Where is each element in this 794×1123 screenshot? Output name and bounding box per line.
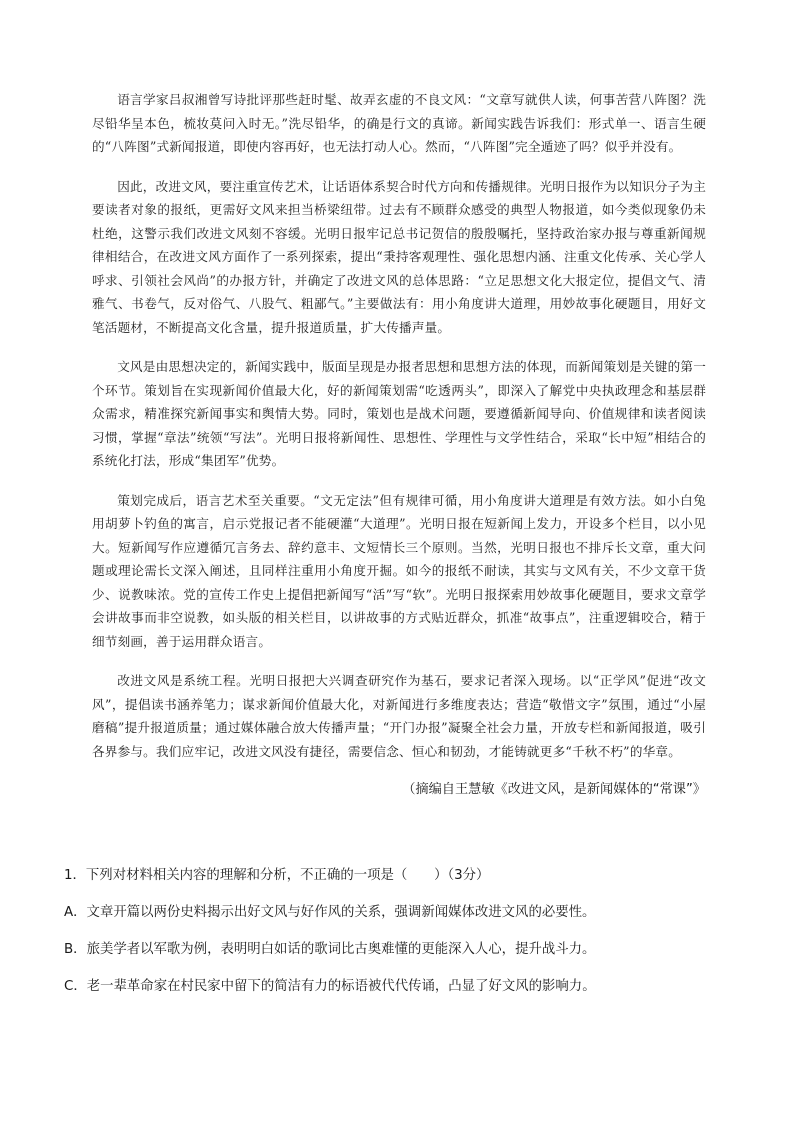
article-paragraph-3: 文风是由思想决定的，新闻实践中，版面呈现是办报者思想和思想方法的体现，而新闻策划是关键的第一个环节。策划旨在实现新闻价值最大化，好的新闻策划需“吃透两头”，即深入了解党中央执政理念和基层群众需求，精准探究新闻事实和舆情大势。同时，策划也是战术问题，要遵循新闻导向、价值规律和读者阅读习惯，掌握“章法”统领“写法”。光明日报将新闻性、思想性、学理性与文学性结合，采取“长中短”相结合的系统化打法，形成“集团军”优势。 [92, 359, 706, 468]
article-body [92, 88, 706, 815]
option-a: A．文章开篇以两份史料揭示出好文风与好作风的关系，强调新闻媒体改进文风的必要性。 [64, 905, 596, 920]
article-paragraph-4: 策划完成后，语言艺术至关重要。“文无定法”但有规律可循，用小角度讲大道理是有效方法。如小白兔用胡萝卜钓鱼的寓言，启示党报记者不能硬灌“大道理”。光明日报在短新闻上发力，开设多个栏目，以小见大。短新闻写作应遵循冗言务去、辞约意丰、文短情长三个原则。当然，光明日报也不排斥长文章，重大问题或理论需长文深入阐述，且同样注重用小角度开掘。如今的报纸不耐读，其实与文风有关，不少文章干货少、说教味浓。党的宣传工作史上提倡把新闻写“活”写“软”。光明日报探索用妙故事化硬题目，要求文章学会讲故事而非空说教，如头版的相关栏目，以讲故事的方式贴近群众，抓准“故事点”，注重逻辑咬合，精于细节刻画，善于运用群众语言。 [92, 492, 706, 649]
article-paragraph-5: 改进文风是系统工程。光明日报把大兴调查研究作为基石，要求记者深入现场。以“正学风”促进“改文风”，提倡读书涵养笔力；谋求新闻价值最大化，对新闻进行多维度表达；营造“敬惜文字”氛围，通过“小屋磨稿”提升报道质量；通过媒体融合放大传播声量；“开门办报”凝聚全社会力量，开放专栏和新闻报道，吸引各界参与。我们应牢记，改进文风没有捷径，需要信念、恒心和韧劲，才能铸就更多“千秋不朽”的华章。 [92, 673, 706, 759]
article-paragraph-2: 因此，改进文风，要注重宣传艺术，让话语体系契合时代方向和传播规律。光明日报作为以知识分子为主要读者对象的报纸，更需好文风来担当桥梁纽带。过去有不顾群众感受的典型人物报道，如今类似现象仍未杜绝，这警示我们改进文风刻不容缓。光明日报牢记总书记贺信的殷殷嘱托，坚持政治家办报与尊重新闻规律相结合，在改进文风方面作了一系列探索，提出“秉持客观理性、强化思想内涵、注重文化传承、关心学人呼求、引领社会风尚”的办报方针，并确定了改进文风的总体思路：“立足思想文化大报定位，提倡文气、清雅气、书卷气，反对俗气、八股气、粗鄙气。”主要做法有：用小角度讲大道理，用妙故事化硬题目，用好文笔活题材，不断提高文化含量，提升报道质量，扩大传播声量。 [92, 178, 706, 335]
article-paragraph-1: 语言学家吕叔湘曾写诗批评那些赶时髦、故弄玄虚的不良文风：“文章写就供人读，何事苦营八阵图？洗尽铅华呈本色，梳妆莫问入时无。”洗尽铅华，的确是行文的真谛。新闻实践告诉我们：形式单一、语言生硬的“八阵图”式新闻报道，即使内容再好，也无法打动人心。然而，“八阵图”完全遁迹了吗？似乎并没有。 [92, 92, 706, 154]
question-stem: 1．下列对材料相关内容的理解和分析，不正确的一项是（ ）（3分） [64, 868, 490, 883]
article-source: （摘编自王慧敏《改进文风，是新闻媒体的“常课”》 [402, 782, 706, 797]
question-block [64, 865, 734, 1013]
option-b: B．旅美学者以军歌为例，表明明白如话的歌词比古奥难懂的更能深入人心，提升战斗力。 [64, 942, 596, 957]
option-c: C．老一辈革命家在村民家中留下的简洁有力的标语被代代传诵，凸显了好文风的影响力。 [64, 979, 596, 994]
